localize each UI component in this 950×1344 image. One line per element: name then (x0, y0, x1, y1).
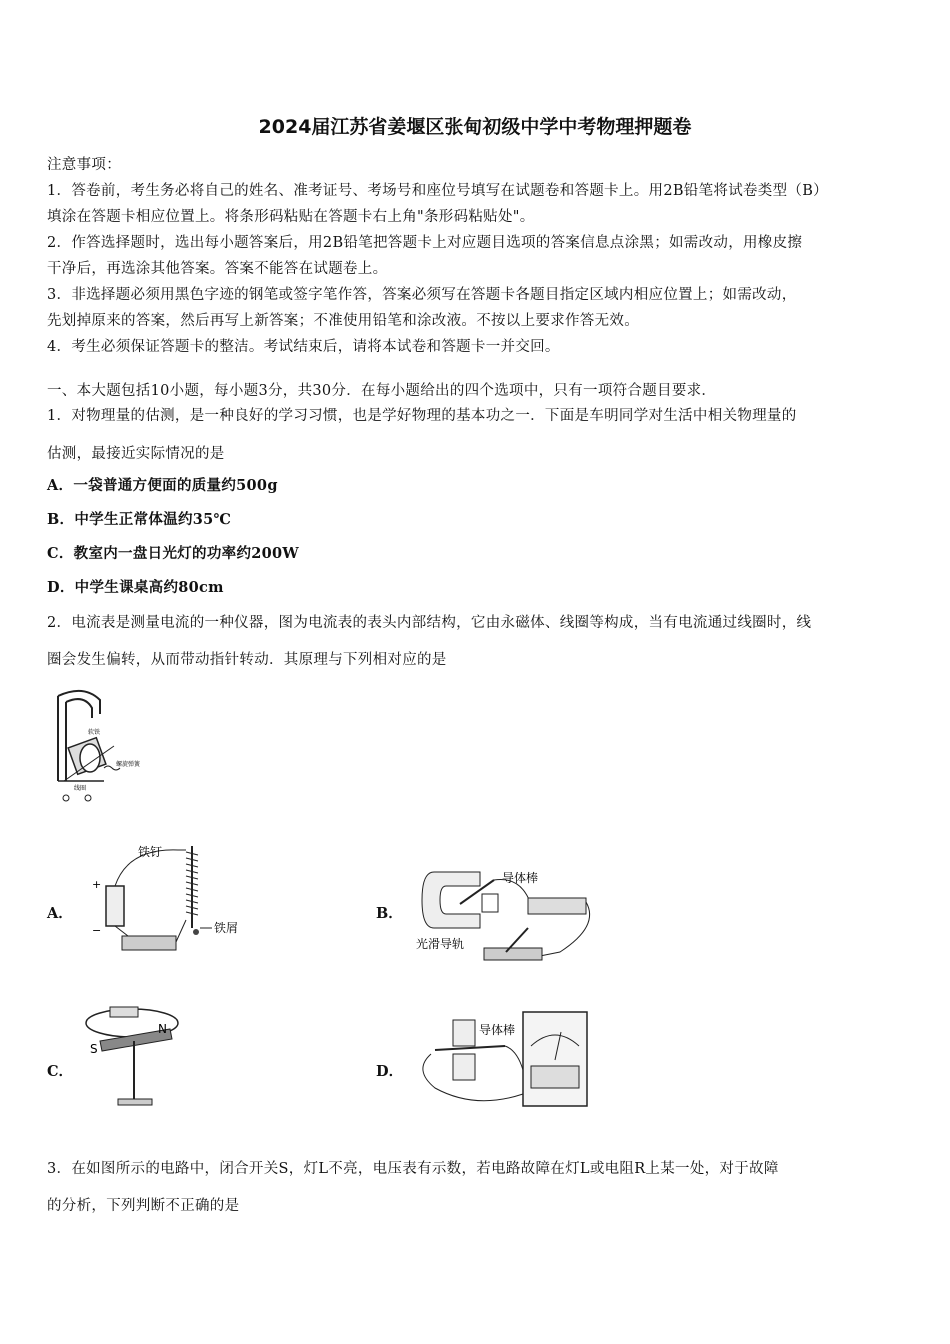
question-3-stem: 的分析，下列判断不正确的是 (47, 1198, 240, 1214)
question-1-stem: 估测，最接近实际情况的是 (47, 446, 225, 462)
notice-line: 填涂在答题卡相应位置上。将条形码粘贴在答题卡右上角"条形码粘贴处"。 (47, 209, 535, 225)
notice-line: 干净后，再选涂其他答案。答案不能答在试题卷上。 (47, 261, 388, 277)
notice-line: 1．答卷前，考生务必将自己的姓名、准考证号、考场号和座位号填写在试题卷和答题卡上。用2B铅笔将试卷类型（B） (47, 183, 828, 199)
battery-plus: + (92, 878, 102, 891)
figure-label: 软铁 (88, 729, 101, 736)
compass-coil-figure[interactable] (80, 995, 190, 1115)
notice-heading: 注意事项： (47, 157, 121, 173)
question-3-stem: 3．在如图所示的电路中，闭合开关S，灯L不亮，电压表有示数，若电路故障在灯L或电阻R上某一处，对于故障 (47, 1161, 779, 1177)
generator-rails-figure[interactable] (410, 856, 610, 971)
question-1-option-b[interactable]: B．中学生正常体温约35℃ (47, 511, 232, 528)
label-iron-filings: 铁屑 (214, 921, 239, 935)
question-1-stem: 1．对物理量的估测，是一种良好的学习习惯，也是学好物理的基本功之一．下面是车明同学对生活中相关物理量的 (47, 408, 797, 424)
label-conductor-rod: 导体棒 (479, 1023, 516, 1037)
question-1-option-c[interactable]: C．教室内一盘日光灯的功率约200W (47, 545, 299, 562)
battery-minus: − (92, 924, 102, 937)
page-title: 2024届江苏省姜堰区张甸初级中学中考物理押题卷 (258, 116, 692, 138)
question-2-option-b-label[interactable]: B． (376, 905, 403, 922)
notice-line: 先划掉原来的答案，然后再写上新答案；不准使用铅笔和涂改液。不按以上要求作答无效。 (47, 313, 639, 329)
pole-n: N (158, 1022, 167, 1036)
question-2-option-d-label[interactable]: D． (376, 1063, 404, 1080)
question-2-option-a-label[interactable]: A． (47, 905, 73, 922)
section-heading: 一、本大题包括10小题，每小题3分，共30分．在每小题给出的四个选项中，只有一项符合题目要求． (47, 383, 717, 399)
electromagnet-figure[interactable] (88, 838, 253, 963)
question-2-stem: 2．电流表是测量电流的一种仪器，图为电流表的表头内部结构，它由永磁体、线圈等构成，当有电流通过线圈时，线 (47, 615, 812, 631)
question-1-option-a[interactable]: A．一袋普通方便面的质量约500g (47, 477, 278, 494)
figure-label: 线圈 (74, 785, 87, 792)
figure-label: 螺旋弹簧 (116, 761, 141, 768)
notice-line: 2．作答选择题时，选出每小题答案后，用2B铅笔把答题卡上对应题目选项的答案信息点涂黑；如需改动，用橡皮擦 (47, 235, 803, 251)
notice-line: 4．考生必须保证答题卡的整洁。考试结束后，请将本试卷和答题卡一并交回。 (47, 339, 560, 355)
label-iron-nail: 铁钉 (138, 845, 163, 859)
question-1-option-d[interactable]: D．中学生课桌高约80cm (47, 579, 224, 596)
pole-s: S (90, 1042, 98, 1056)
label-conductor-rod: 导体棒 (502, 871, 539, 885)
galvanometer-figure (44, 686, 154, 811)
label-smooth-rail: 光滑导轨 (416, 937, 465, 951)
question-2-option-c-label[interactable]: C． (47, 1063, 74, 1080)
question-2-stem: 圈会发生偏转，从而带动指针转动．其原理与下列相对应的是 (47, 652, 447, 668)
notice-line: 3．非选择题必须用黑色字迹的钢笔或签字笔作答，答案必须写在答题卡各题目指定区域内相应位置上；如需改动， (47, 287, 797, 303)
induction-meter-figure[interactable] (405, 1010, 595, 1122)
